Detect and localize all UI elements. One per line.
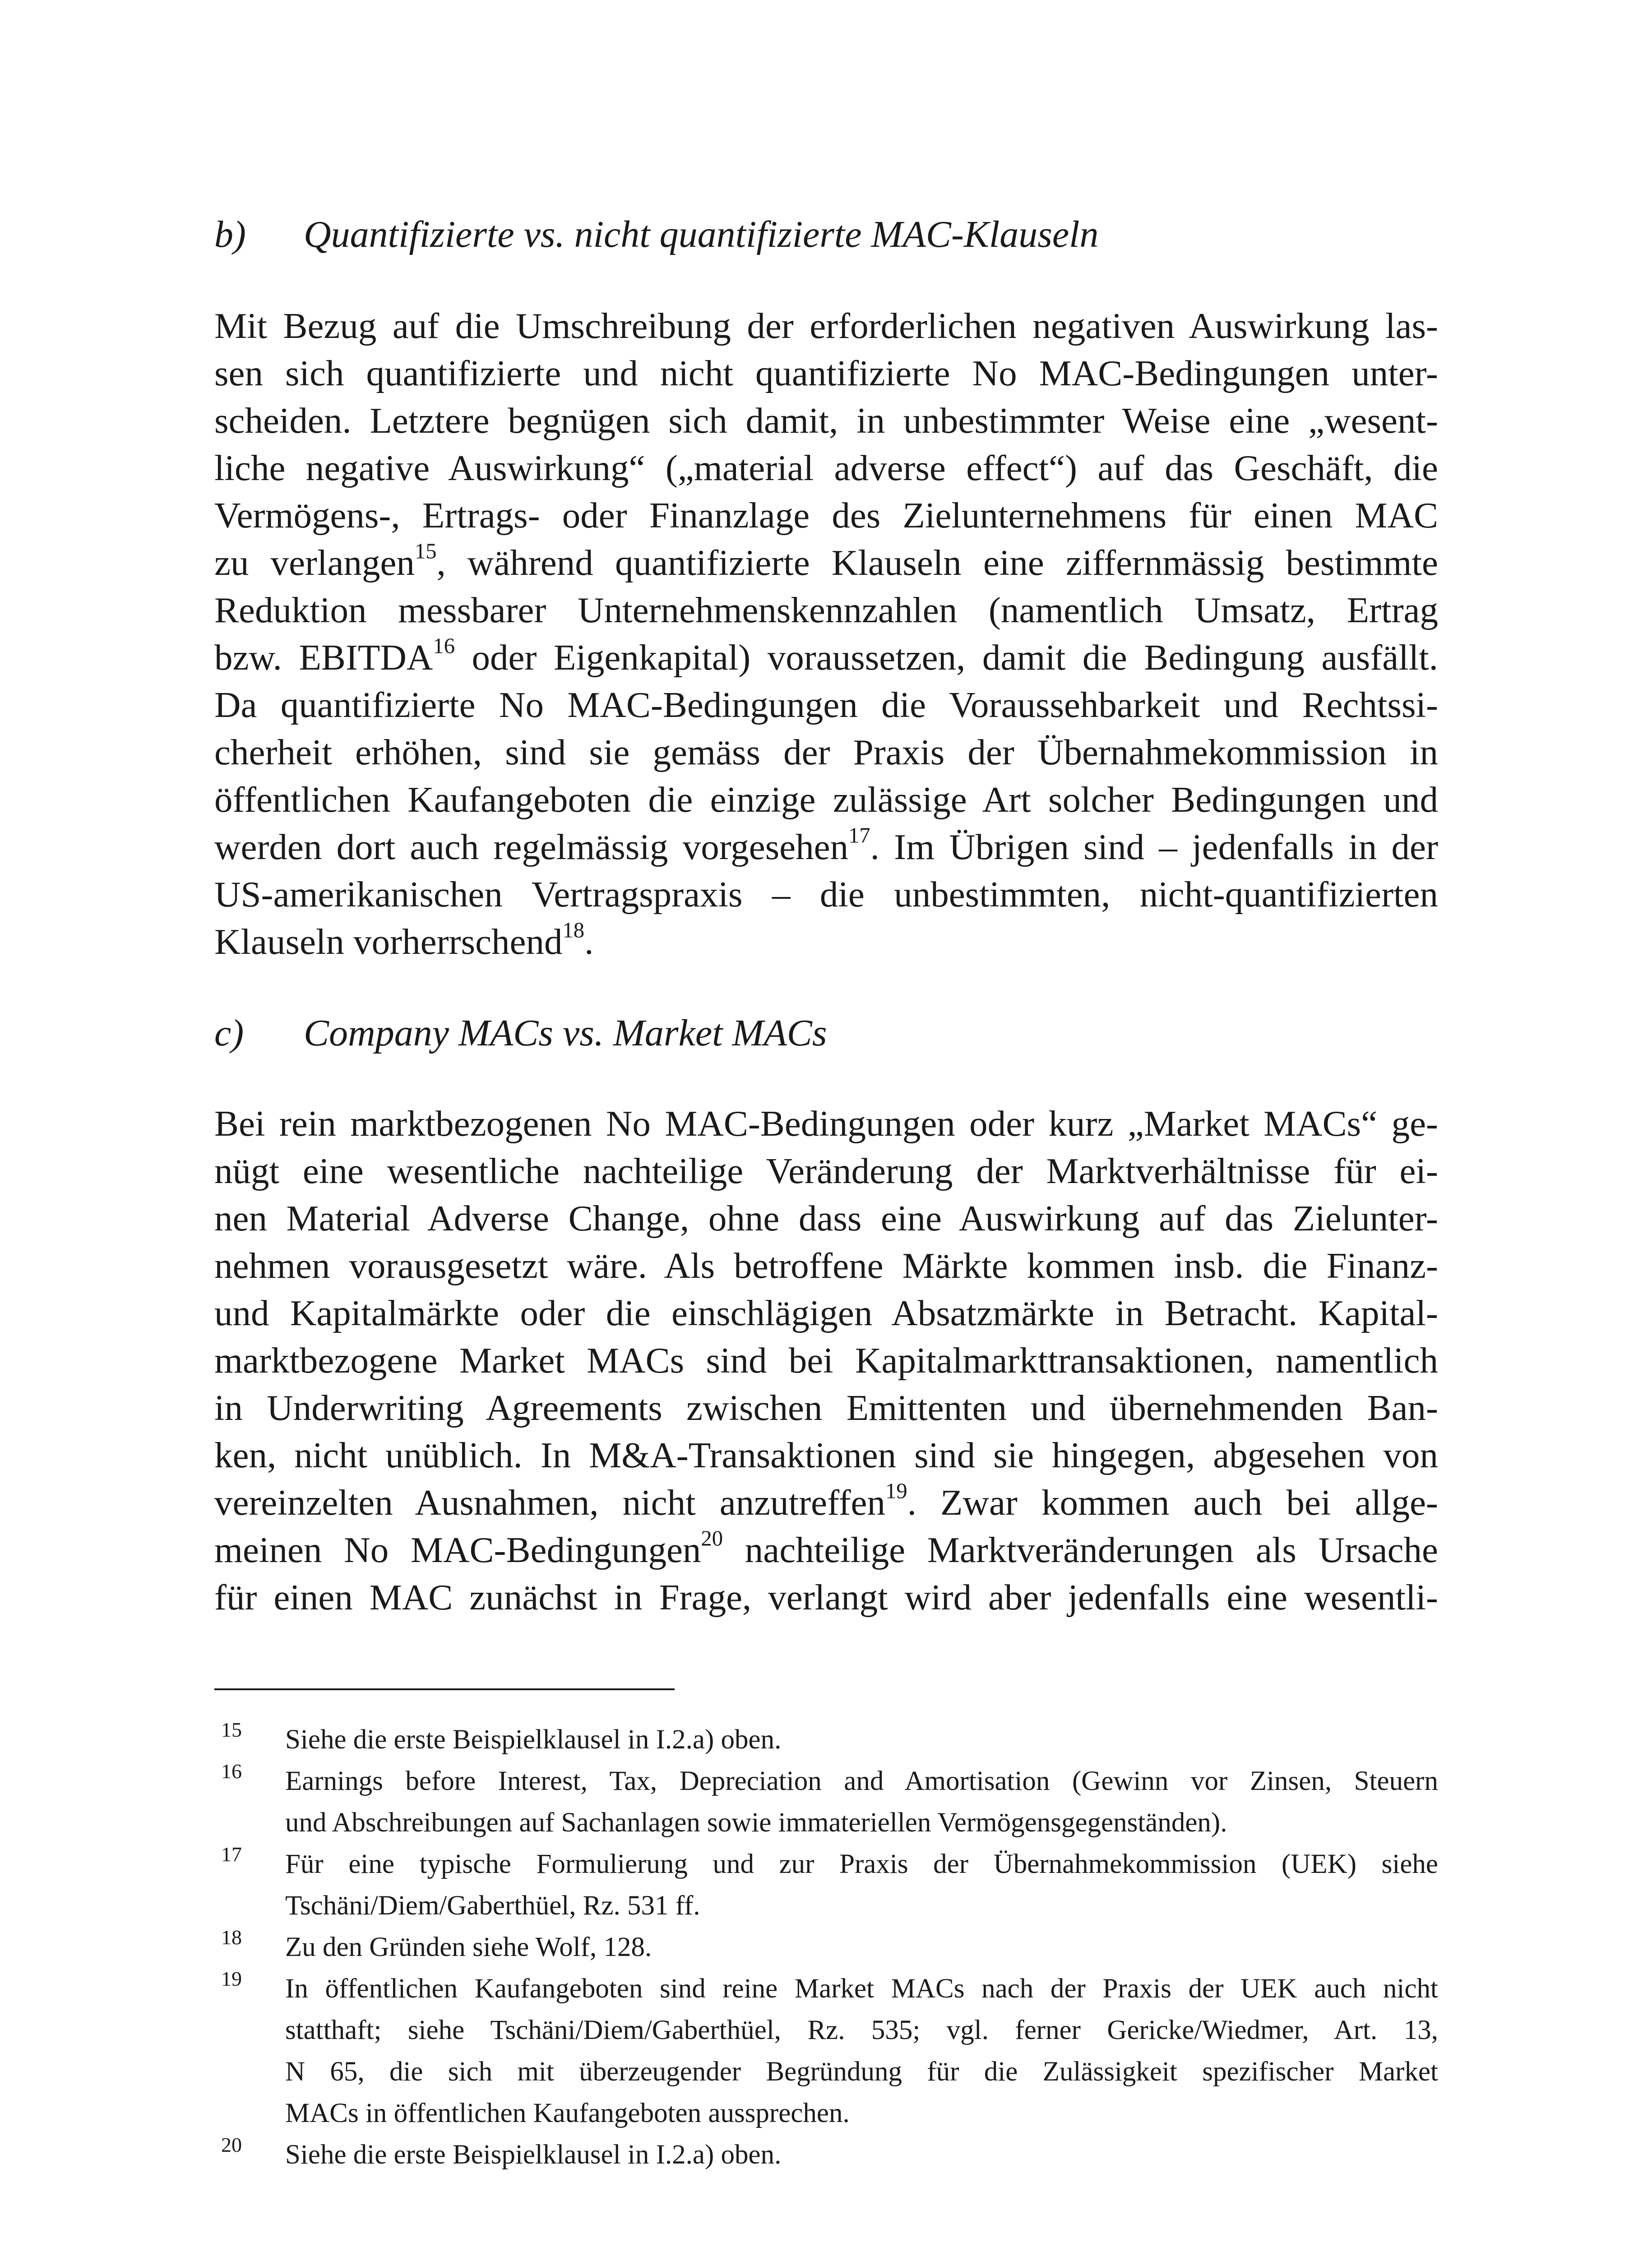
text-line: nügt eine wesentliche nachteilige Veränderung der Marktverhältnisse für ei- (214, 1151, 1438, 1191)
footnote-ref[interactable]: 15 (414, 539, 437, 564)
text-line: nen Material Adverse Change, ohne dass eine Auswirkung auf das Zielunter- (214, 1198, 1438, 1239)
text-line: zu verlangen$^{15}$, während quantifizierte Klauseln eine ziffernmässig bestimmte (214, 539, 1438, 583)
text-line: ken, nicht unüblich. In M&A-Transaktionen sind sie hingegen, abgesehen von (214, 1435, 1438, 1475)
text-line: bzw. EBITDA$^{16}$ oder Eigenkapital) voraussetzen, damit die Bedingung ausfällt. (214, 633, 1438, 678)
footnote-line: Siehe die erste Beispielklausel in I.2.a) oben. (285, 2140, 782, 2170)
footnote-number: 19 (221, 1967, 242, 1990)
text-line: Da quantifizierte No MAC-Bedingungen die Voraussehbarkeit und Rechtssi- (214, 684, 1438, 725)
text-line: werden dort auch regelmässig vorgesehen$^{17}$. Im Übrigen sind – jedenfalls in der (214, 823, 1438, 867)
text-line: cherheit erhöhen, sind sie gemäss der Praxis der Übernahmekommission in (214, 732, 1438, 772)
footnote-line: N 65, die sich mit überzeugender Begründung für die Zulässigkeit spezifischer Market (285, 2057, 1438, 2087)
text-line: Bei rein marktbezogenen No MAC-Bedingungen oder kurz „Market MACs“ ge- (214, 1103, 1438, 1144)
section-title: Company MACs vs. Market MACs (304, 1012, 827, 1054)
text-line: meinen No MAC-Bedingungen$^{20}$ nachteilige Marktveränderungen als Ursache (214, 1526, 1438, 1570)
text-line: sen sich quantifizierte und nicht quantifizierte No MAC-Bedingungen unter- (214, 353, 1438, 393)
footnote-line: Zu den Gründen siehe Wolf, 128. (285, 1932, 652, 1962)
section-title: Quantifizierte vs. nicht quantifizierte MAC-Klauseln (304, 213, 1099, 255)
section-marker: b) (214, 213, 246, 255)
text-line: liche negative Auswirkung“ („material adverse effect“) auf das Geschäft, die (214, 448, 1438, 488)
text-line: Mit Bezug auf die Umschreibung der erforderlichen negativen Auswirkung las- (214, 305, 1438, 346)
footnote-line: statthaft; siehe Tschäni/Diem/Gaberthüel, Rz. 535; vgl. ferner Gericke/Wiedmer, Art. 13, (285, 2015, 1438, 2045)
footnote-ref[interactable]: 17 (848, 823, 870, 848)
footnote-ref[interactable]: 19 (885, 1479, 907, 1503)
text-line: vereinzelten Ausnahmen, nicht anzutreffen$^{19}$. Zwar kommen auch bei allge- (214, 1479, 1439, 1523)
text-line: US-amerikanischen Vertragspraxis – die unbestimmten, nicht-quantifizierten (214, 874, 1438, 915)
footnote-line: MACs in öffentlichen Kaufangeboten aussprechen. (285, 2098, 850, 2128)
footnote-line: und Abschreibungen auf Sachanlagen sowie immateriellen Vermögensgegenständen). (285, 1808, 1227, 1838)
text-line: und Kapitalmärkte oder die einschlägigen Absatzmärkte in Betracht. Kapital- (214, 1293, 1438, 1333)
footnote-line: Earnings before Interest, Tax, Depreciation and Amortisation (Gewinn vor Zinsen, Steuern (285, 1766, 1438, 1796)
footnote-number: 16 (221, 1760, 242, 1783)
text-line: scheiden. Letztere begnügen sich damit, in unbestimmter Weise eine „wesent- (214, 400, 1438, 441)
footnote-ref[interactable]: 16 (433, 633, 455, 658)
footnote-line: Siehe die erste Beispielklausel in I.2.a) oben. (285, 1724, 782, 1755)
footnote-separator (214, 1688, 675, 1690)
text-line: Vermögens-, Ertrags- oder Finanzlage des Zielunternehmens für einen MAC (214, 495, 1438, 536)
section-marker: c) (214, 1012, 244, 1054)
text-line: nehmen vorausgesetzt wäre. Als betroffene Märkte kommen insb. die Finanz- (214, 1245, 1438, 1286)
footnote-ref[interactable]: 18 (562, 918, 585, 943)
text-line: marktbezogene Market MACs sind bei Kapitalmarkttransaktionen, namentlich (214, 1340, 1438, 1381)
text-line: Klauseln vorherrschend$^{18}$. (214, 918, 594, 962)
footnote-ref[interactable]: 20 (701, 1526, 723, 1551)
footnote-line: Tschäni/Diem/Gaberthüel, Rz. 531 ff. (285, 1891, 700, 1921)
text-line: Reduktion messbarer Unternehmenskennzahlen (namentlich Umsatz, Ertrag (214, 590, 1438, 630)
text-line: öffentlichen Kaufangeboten die einzige zulässige Art solcher Bedingungen und (214, 779, 1438, 820)
footnote-number: 17 (221, 1843, 242, 1866)
text-line: für einen MAC zunächst in Frage, verlangt wird aber jedenfalls eine wesentli- (214, 1577, 1438, 1618)
footnote-number: 18 (221, 1926, 242, 1949)
text-line: in Underwriting Agreements zwischen Emittenten und übernehmenden Ban- (214, 1387, 1438, 1428)
footnote-line: Für eine typische Formulierung und zur Praxis der Übernahmekommission (UEK) siehe (285, 1849, 1438, 1879)
footnote-line: In öffentlichen Kaufangeboten sind reine Market MACs nach der Praxis der UEK auch nicht (285, 1974, 1438, 2004)
footnote-number: 20 (221, 2133, 242, 2156)
footnote-number: 15 (221, 1718, 242, 1741)
